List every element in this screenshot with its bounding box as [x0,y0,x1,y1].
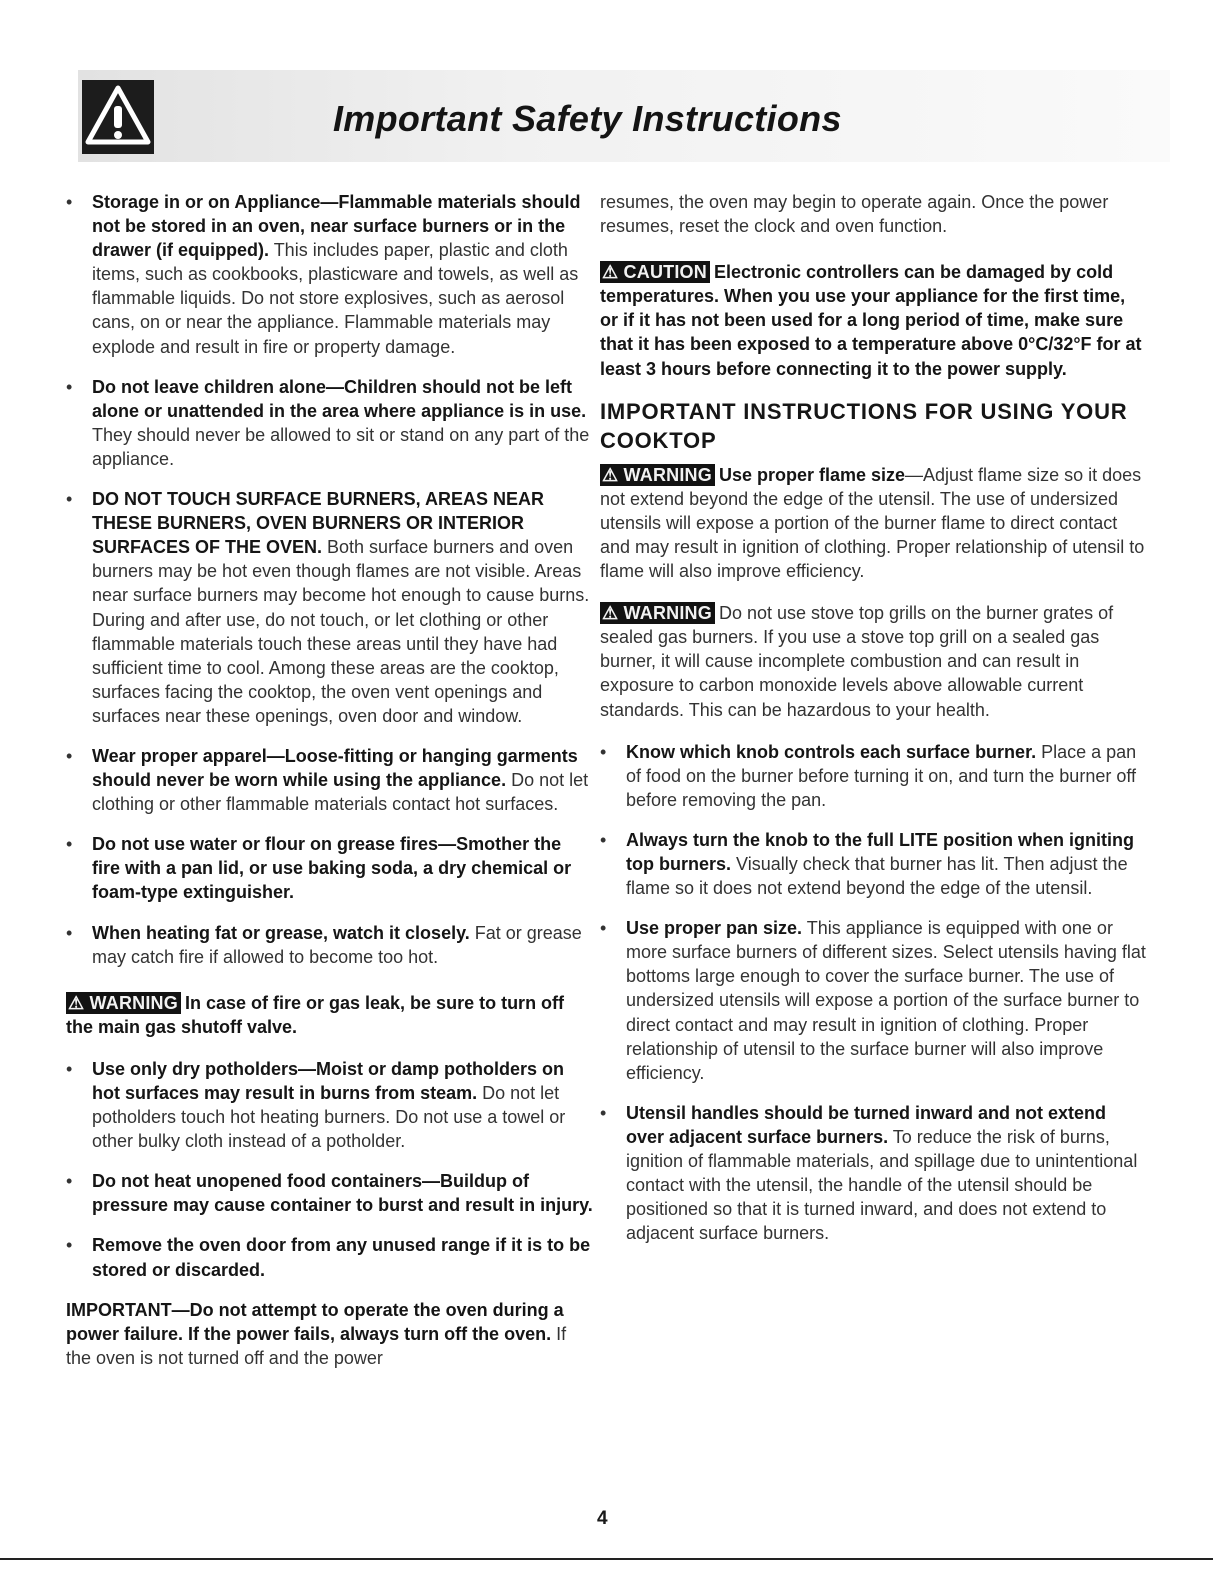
list-item [600,740,1146,812]
item-text: They should never be allowed to sit or stand on any part of the appliance. [92,424,590,469]
list-item [66,1057,594,1153]
warning-bold-text: Use proper flame size [718,464,906,485]
section-heading: IMPORTANT INSTRUCTIONS FOR USING YOUR COOKTOP [600,398,1128,453]
item-bold-text: Remove the oven door from any unused range if it is to be stored or discarded. [92,1235,591,1280]
item-bold-text: Always turn the knob to the full LITE position when igniting top burners. [626,829,1134,874]
bullet-icon: • [600,1102,607,1123]
item-text: To reduce the risk of burns, ignition of flammable materials, and spillage due to unintentional contact with the utensil, the handle of the utensil should be positioned so that it is turned inward, and does not extend to adjacent surface burners. [626,1126,1138,1244]
list-item [66,1169,594,1217]
item-bold-text: DO NOT TOUCH SURFACE BURNERS, AREAS NEAR THESE BURNERS, OVEN BURNERS OR INTERIOR SURFACES OF THE OVEN. [92,489,545,558]
list-item [66,1233,594,1281]
item-text: Fat or grease may catch fire if allowed to become too hot. [92,922,582,967]
warning-notice [600,601,1146,721]
page-number: 4 [597,1508,608,1529]
caution-text: Electronic controllers can be damaged by cold temperatures. When you use your appliance for the first time, or if it has not been used for a long period of time, make sure that it has been exposed to a temperature above 0°C/32°F for at least 3 hours before connecting it to the power supply. [600,262,1142,379]
warning-badge: ⚠ WARNING [600,602,715,624]
bullet-icon: • [66,192,73,212]
bullet-icon: • [66,1235,73,1256]
list-item [600,828,1146,900]
list-item [66,744,594,816]
warning-badge: ⚠ WARNING [66,992,181,1014]
caution-badge: ⚠ CAUTION [600,261,710,283]
bullet-icon: • [66,1171,73,1192]
page-title: Important Safety Instructions [333,98,842,139]
left-column [66,190,594,1370]
warning-text: Do not use stove top grills on the burner grates of sealed gas burners. If you use a stove top grill on a sealed gas burner, it will cause incomplete combustion and can result in exposure to carbon monoxide levels above allowable current standards. This can be hazardous to your health. [600,603,1114,720]
list-item [66,921,594,969]
item-bold-text: Use proper pan size. [626,918,803,939]
warning-notice [600,463,1146,583]
list-item [66,487,594,728]
item-bold-text: When heating fat or grease, watch it closely. [92,922,470,943]
important-bold-text: IMPORTANT—Do not attempt to operate the oven during a power failure. If the power fails, always turn off the oven. [66,1299,564,1344]
caution-notice [600,260,1146,380]
item-bold-text: Use only dry potholders—Moist or damp potholders on hot surfaces may result in burns from steam. [92,1058,565,1103]
item-bold-text: Know which knob controls each surface burner. [626,741,1037,762]
bullet-icon: • [66,922,73,943]
warning-exclamation-icon [82,80,154,154]
list-item [66,375,594,471]
right-column [600,190,1146,1245]
warning-text: In case of fire or gas leak, be sure to turn off the main gas shutoff valve. [66,992,565,1037]
item-bold-text: Do not use water or flour on grease fires—Smother the fire with a pan lid, or use baking soda, a dry chemical or foam-type extinguisher. [92,834,572,903]
item-text: Visually check that burner has lit. Then adjust the flame so it does not extend beyond the edge of the utensil. [626,853,1128,899]
item-text: Do not let clothing or other flammable materials contact hot surfaces. [92,770,589,815]
item-bold-text: Storage in or on Appliance—Flammable materials should not be stored in an oven, near surface burners or in the drawer (if equipped). [92,192,581,261]
item-bold-text: Utensil handles should be turned inward and not extend over adjacent surface burners. [626,1102,1107,1147]
item-bold-text: Do not heat unopened food containers—Buildup of pressure may cause container to burst and result in injury. [92,1171,593,1216]
list-item [600,1101,1146,1246]
item-text: Do not let potholders touch hot heating burners. Do not use a towel or other bulky cloth instead of a potholder. [92,1083,566,1152]
item-text: Both surface burners and oven burners may be hot even though flames are not visible. Areas near surface burners may become hot enough to cause burns. During and after use, do not touch, or let clothing or other flammable materials touch these areas until they have had sufficient time to cool. Among these areas are the cooktop, surfaces facing the cooktop, the oven vent openings and surfaces near these openings, oven door and window. [92,537,590,726]
bullet-icon: • [66,745,73,766]
item-bold-text: Do not leave children alone—Children should not be left alone or unattended in the area where appliance is in use. [92,376,587,421]
warning-badge: ⚠ WARNING [600,464,715,486]
item-bold-text: Wear proper apparel—Loose-fitting or hanging garments should never be worn while using the appliance. [92,745,578,791]
item-text: This appliance is equipped with one or more surface burners of different sizes. Select utensils having flat bottoms large enough to cover the surface burner. The use of undersized utensils will expose a portion of the surface burner to direct contact and may result in ignition of clothing. Proper relationship of utensil to the surface burner will also improve efficiency. [626,918,1146,1083]
warning-notice [66,991,594,1039]
list-item [66,190,594,359]
important-power-notice [66,1298,594,1370]
bullet-icon: • [600,918,607,939]
continued-paragraph: resumes, the oven may begin to operate again. Once the power resumes, reset the clock and oven function. [600,192,1109,237]
item-text: This includes paper, plastic and cloth items, such as cookbooks, plasticware and towels, as well as flammable liquids. Do not store explosives, such as aerosol cans, on or near the appliance. Flammable materials may explode and result in fire or property damage. [92,240,579,357]
item-text: Place a pan of food on the burner before turning it on, and turn the burner off before removing the pan. [626,741,1137,810]
bullet-icon: • [600,741,607,762]
footer-divider [0,1558,1213,1560]
important-text: If the oven is not turned off and the power [66,1323,567,1368]
warning-text: —Adjust flame size so it does not extend beyond the edge of the utensil. The use of undersized utensils will expose a portion of the burner flame to direct contact and may result in ignition of clothing. Proper relationship of utensil to flame will also improve efficiency. [600,464,1145,582]
bullet-icon: • [600,829,607,850]
bullet-icon: • [66,376,73,397]
list-item [600,916,1146,1085]
list-item [66,832,594,904]
bullet-icon: • [66,489,73,510]
bullet-icon: • [66,1058,73,1079]
bullet-icon: • [66,834,73,855]
